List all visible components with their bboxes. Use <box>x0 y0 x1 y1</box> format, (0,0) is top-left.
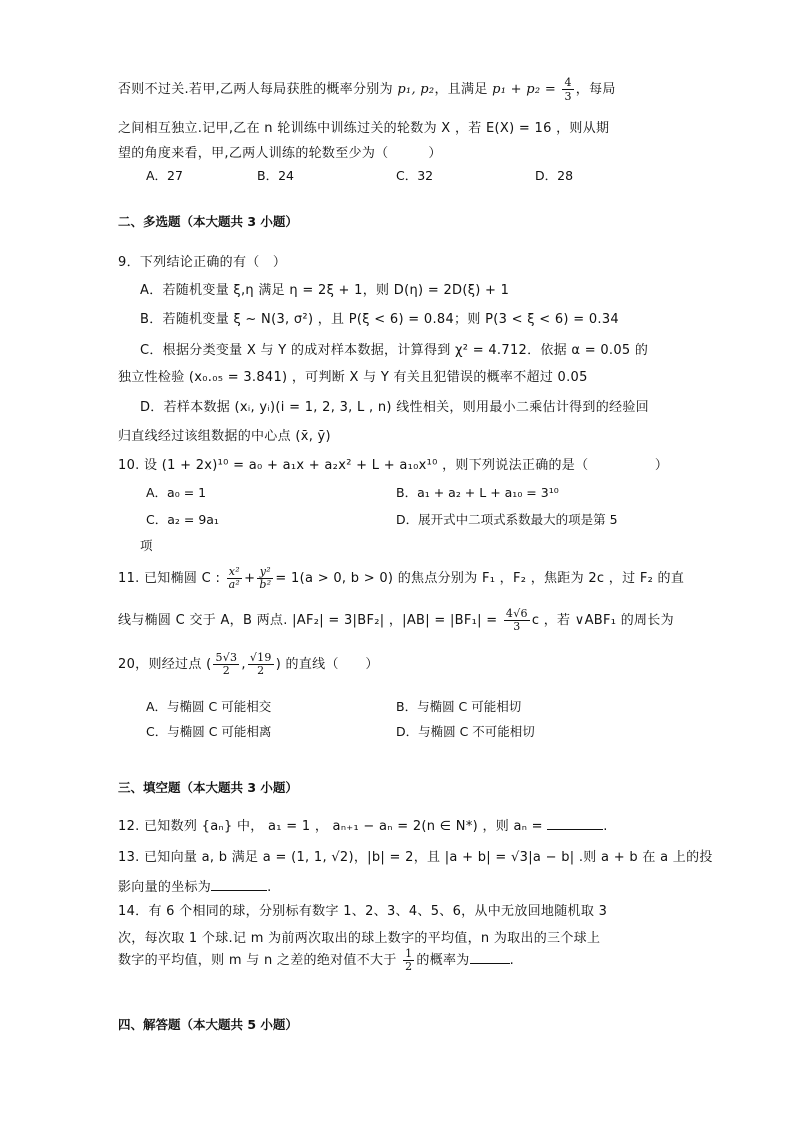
q8-line-2: 之间相互独立.记甲,乙在 n 轮训练中训练过关的轮数为 X ，若 E(X) = 16 ，则从期 <box>118 121 610 136</box>
q11-line3-end: ) 的直线（ ） <box>275 657 379 673</box>
q11-stem-start: 11. 已知椭圆 C : <box>118 571 221 587</box>
q10-option-a: A．a₀ = 1 <box>146 485 207 500</box>
q12-line <box>118 815 608 834</box>
q8-probs: p₁, p₂ <box>397 82 435 97</box>
section-heading-fill-in: 三、填空题（本大题共 3 小题） <box>118 780 298 795</box>
q10-option-d: D．展开式中二项式系数最大的项是第 5 <box>396 512 618 527</box>
q11-a2: a² <box>228 578 241 592</box>
q8-frac-num: 4 <box>564 76 572 89</box>
q14-answer-blank[interactable] <box>470 951 510 964</box>
q11-py-num: √19 <box>249 651 272 664</box>
q13-text: 影向量的坐标为 <box>118 880 212 895</box>
q11-option-b: B．与椭圆 C 可能相切 <box>396 699 522 714</box>
q14-line-1: 14．有 6 个相同的球，分别标有数字 1、2、3、4、5、6，从中无放回地随机取 3 <box>118 904 608 919</box>
q9-option-a: A．若随机变量 ξ,η 满足 η = 2ξ + 1，则 D(η) = 2D(ξ) + 1 <box>140 283 510 298</box>
q10-stem: 10. 设 (1 + 2x)¹⁰ = a₀ + a₁x + a₂x² + L + a₁₀x¹⁰ ，则下列说法正确的是（ ） <box>118 458 669 473</box>
q14-frac-den: 2 <box>405 960 413 974</box>
q12-text: 12. 已知数列 {aₙ} 中， a₁ = 1 ， aₙ₊₁ − aₙ = 2(n ∈ N*) ，则 aₙ = <box>118 819 548 834</box>
q11-length-fraction <box>504 608 530 633</box>
q14-end: . <box>509 953 515 969</box>
q14-text-b: 的概率为 <box>416 953 470 969</box>
q8-fraction <box>562 76 573 103</box>
q8-frac-den: 3 <box>564 90 572 103</box>
q9-option-c-line-1: C．根据分类变量 X 与 Y 的成对样本数据，计算得到 χ² = 4.712．依据 α = 0.05 的 <box>140 343 649 358</box>
q8-text-b: ，且满足 <box>434 82 488 97</box>
q11-py-den: 2 <box>257 664 265 678</box>
q9-option-c-line-2: 独立性检验 (x₀.₀₅ = 3.841) ，可判断 X 与 Y 有关且犯错误的概率不超过 0.05 <box>118 370 588 385</box>
q8-text-a: 否则不过关.若甲,乙两人每局获胜的概率分别为 <box>118 82 393 97</box>
q8-line-1 <box>118 76 616 103</box>
q11-point-y <box>248 652 274 677</box>
q13-line-1: 13. 已知向量 a, b 满足 a = (1, 1, √2)，|b| = 2，且 |a + b| = √3|a − b| .则 a + b 在 a 上的投 <box>118 850 713 865</box>
q14-text: 数字的平均值，则 m 与 n 之差的绝对值不大于 <box>118 953 397 969</box>
q11-option-d: D．与椭圆 C 不可能相切 <box>396 724 535 739</box>
q11-line-2 <box>118 608 674 633</box>
q13-answer-blank[interactable] <box>211 878 267 891</box>
q11-y2: y² <box>257 566 273 579</box>
q12-end: . <box>603 819 608 834</box>
q8-option-d: D．28 <box>535 168 574 183</box>
q11-px-num: 5√3 <box>215 651 238 664</box>
q13-end: . <box>267 880 272 895</box>
q11-point-x <box>213 652 239 677</box>
q11-b2: b² <box>259 578 272 592</box>
q11-x2: x² <box>227 566 243 579</box>
q12-answer-blank[interactable] <box>547 817 603 830</box>
q9-option-d-line-1: D．若样本数据 (xᵢ, yᵢ)(i = 1, 2, 3, L , n) 线性相关，则用最小二乘估计得到的经验回 <box>140 400 649 415</box>
q14-line-2: 次，每次取 1 个球.记 m 为前两次取出的球上数字的平均值，n 为取出的三个球上 <box>118 931 601 946</box>
q10-option-c: C．a₂ = 9a₁ <box>146 512 219 527</box>
q11-frac-num: 4√6 <box>505 607 528 620</box>
q11-stem-end: = 1(a > 0, b > 0) 的焦点分别为 F₁ ，F₂ ，焦距为 2c ，过 F₂ 的直 <box>275 571 685 587</box>
q9-option-b: B．若随机变量 ξ ~ N(3, σ²) ，且 P(ξ < 6) = 0.84；则 P(3 < ξ < 6) = 0.34 <box>140 312 619 327</box>
q11-line2-end: c ，若 ∨ABF₁ 的周长为 <box>531 613 674 629</box>
q8-text-c: ，每局 <box>575 82 616 97</box>
q10-option-b: B．a₁ + a₂ + L + a₁₀ = 3¹⁰ <box>396 485 559 500</box>
q9-stem: 9．下列结论正确的有（ ） <box>118 255 287 270</box>
q11-frac-den: 3 <box>513 620 521 634</box>
q8-option-a: A．27 <box>146 168 183 183</box>
q9-option-d-line-2: 归直线经过该组数据的中心点 (x̄, ȳ) <box>118 429 331 444</box>
q11-option-a: A．与椭圆 C 可能相交 <box>146 699 272 714</box>
q14-fraction <box>403 948 414 973</box>
q11-line3-start: 20，则经过点 ( <box>118 657 212 673</box>
q11-line2-start: 线与椭圆 C 交于 A，B 两点. |AF₂| = 3|BF₂| ，|AB| = |BF₁| = <box>118 613 498 629</box>
q14-frac-num: 1 <box>405 947 413 960</box>
q8-equation: p₁ + p₂ = <box>492 82 557 97</box>
q8-option-b: B．24 <box>257 168 294 183</box>
q8-option-c: C．32 <box>396 168 434 183</box>
q11-x-fraction <box>227 566 243 591</box>
q8-line-3: 望的角度来看，甲,乙两人训练的轮数至少为（ ） <box>118 146 442 161</box>
section-heading-solutions: 四、解答题（本大题共 5 小题） <box>118 1017 298 1032</box>
section-heading-multiple-choice: 二、多选题（本大题共 3 小题） <box>118 214 298 229</box>
q11-y-fraction <box>257 566 273 591</box>
q11-option-c: C．与椭圆 C 可能相离 <box>146 724 272 739</box>
q11-line-3: 20，则经过点 ( $\frac{5√3}{2}$ , $\frac{√19}{2}$ ) 的直线（ ） <box>118 651 379 678</box>
q11-px-den: 2 <box>222 664 231 678</box>
q13-line-2 <box>118 876 272 895</box>
q10-option-d-continued: 项 <box>140 538 153 553</box>
q14-line-3 <box>118 948 514 973</box>
q11-line-1: 11. 已知椭圆 C : $\frac{\text{x²}}{\text{a²}}$ + $\frac{\text{y²}}{\text{b²}}$ = 1(a > 0, b > 0) 的焦点分别为 F₁ ，F₂ ，焦距为 2c ，过 F₂ 的直 <box>118 565 685 592</box>
